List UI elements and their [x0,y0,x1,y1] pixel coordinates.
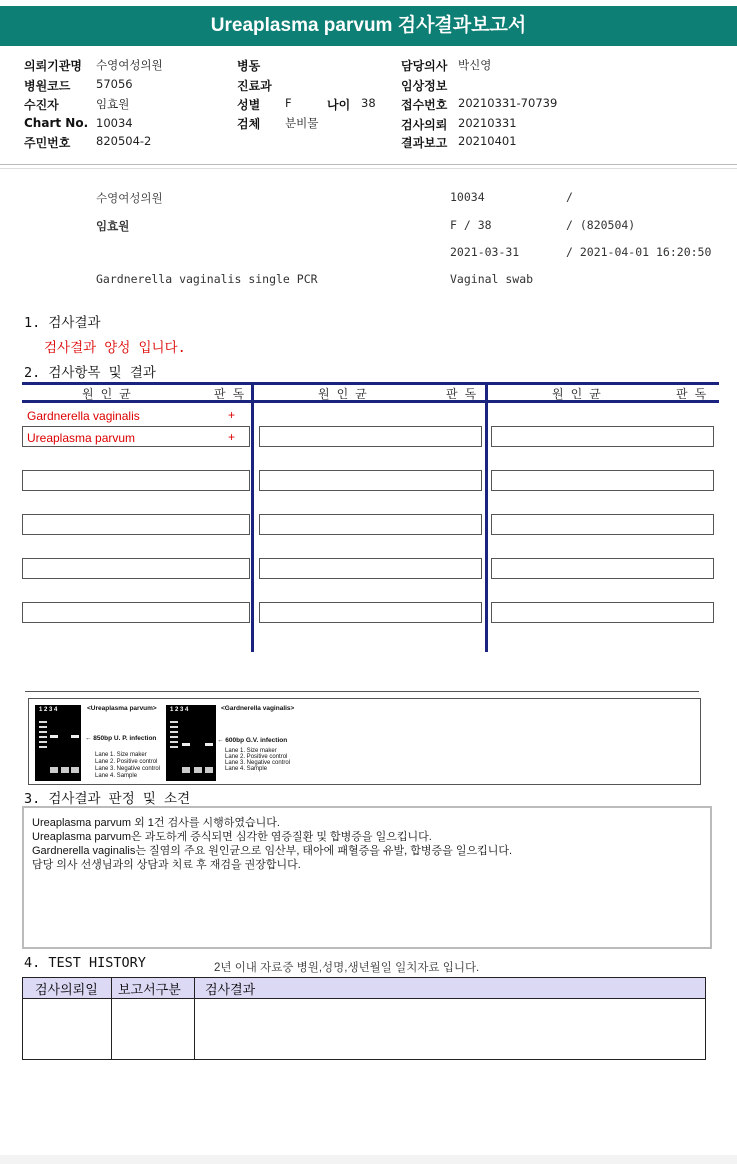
results-table-divider-2 [485,382,488,652]
report-value: 20210401 [458,134,517,148]
result-gardnerella-mark: + [228,408,236,422]
remark-line-4: 담당 의사 선생님과의 상담과 치료 후 재검을 권장합니다. [32,859,301,871]
gel-right-legend-2: Lane 2. Positive control [225,754,288,760]
summary-test: Gardnerella vaginalis single PCR [96,272,318,286]
summary-sex-age: F / 38 [450,218,492,232]
result-cell [259,426,482,447]
history-col-report-type: 보고서구분 [112,978,195,999]
gel-ureaplasma [35,705,81,781]
hospital-code-value: 57056 [96,77,133,91]
report-label: 결과보고 [401,136,448,150]
ward-label: 병동 [237,59,261,73]
gel-left-band: ← 850bp U. P. infection [85,735,157,742]
specimen-value: 분비물 [285,116,319,130]
section1-title: 1. 검사결과 [24,315,101,331]
remark-line-2: Ureaplasma parvum은 과도하게 증식되면 심각한 염증질환 및 합병증을 일으킵니다. [32,831,432,843]
doctor-label: 담당의사 [401,59,448,73]
result-cell [491,602,714,623]
receipt-no-label: 접수번호 [401,98,448,112]
result-cell [491,558,714,579]
result-ureaplasma-mark: + [228,430,236,444]
result-cell [491,514,714,535]
result-cell [22,558,250,579]
result-cell [22,602,250,623]
results-table-divider-1 [251,382,254,652]
clinical-info-label: 임상정보 [401,79,448,93]
gel-electrophoresis-image [28,698,701,785]
history-cell [23,999,112,1060]
hospital-code-label: 병원코드 [24,79,71,93]
summary-specimen: Vaginal swab [450,272,534,286]
history-note: 2년 이내 자료중 병원,성명,생년월일 일치자료 입니다. [214,962,480,974]
resident-no-label: 주민번호 [24,136,71,150]
summary-name: 임효원 [96,219,130,233]
remark-line-1: Ureaplasma parvum 외 1건 검사를 시행하였습니다. [32,817,280,829]
request-label: 검사의뢰 [401,118,448,132]
report-title: Ureaplasma parvum 검사결과보고서 [0,6,737,46]
summary-report-datetime: / 2021-04-01 16:20:50 [566,245,712,259]
result-cell [22,514,250,535]
gel-top-rule [25,691,699,692]
gel-left-legend-2: Lane 2. Positive control [95,759,158,765]
receipt-no-value: 20210331-70739 [458,96,558,110]
history-row [23,999,706,1060]
request-value: 20210331 [458,116,517,130]
gel-right-legend-3: Lane 3. Negative control [225,760,291,766]
col-judgment-2: 판독 [446,387,484,401]
col-organism-3: 원인균 [552,387,608,401]
result-cell [491,426,714,447]
summary-chart-no: 10034 [450,190,485,204]
age-value: 38 [361,96,376,110]
result-gardnerella-name: Gardnerella vaginalis [27,409,140,423]
summary-birth: / (820504) [566,218,636,232]
col-judgment-1: 판독 [214,387,252,401]
result-ureaplasma-name: Ureaplasma parvum [27,431,136,445]
gel-right-legend-1: Lane 1. Size maker [225,748,277,754]
specimen-label: 검체 [237,117,261,131]
summary-request-date: 2021-03-31 [450,245,520,259]
gel-right-title: <Gardnerella vaginalis> [221,705,295,712]
result-cell [259,514,482,535]
remark-line-3: Gardnerella vaginalis는 질염의 주요 원인균으로 임산부, 태아에 패혈증을 유발, 합병증을 일으킵니다. [32,845,513,857]
result-cell [259,602,482,623]
gel-lanes-right: 1 2 3 4 [170,707,189,713]
gel-left-legend-4: Lane 4. Sample [95,773,138,779]
clinic-label: 의뢰기관명 [24,59,82,73]
summary-slash: / [566,190,573,204]
age-label: 나이 [327,98,351,112]
gel-right-legend-4: Lane 4. Sample [225,766,268,772]
sex-value: F [285,96,292,110]
history-cell [112,999,195,1060]
gel-gardnerella [166,705,216,781]
history-cell [195,999,706,1060]
section2-title: 2. 검사항목 및 결과 [24,365,156,381]
gel-left-legend-3: Lane 3. Negative control [95,766,161,772]
gel-left-title: <Ureaplasma parvum> [87,705,157,712]
summary-clinic: 수영여성의원 [96,191,163,205]
result-cell [22,470,250,491]
header-divider-2 [0,168,737,169]
resident-no-value: 820504-2 [96,134,152,148]
section3-title: 3. 검사결과 판정 및 소견 [24,791,191,807]
gel-right-band: ← 600bp G.V. infection [217,737,288,744]
history-table [22,977,706,1060]
gel-left-legend-1: Lane 1. Size maker [95,752,147,758]
col-judgment-3: 판독 [676,387,714,401]
doctor-value: 박신영 [458,58,492,72]
col-organism-1: 원인균 [82,387,138,401]
remarks-box [22,806,712,949]
clinic-value: 수영여성의원 [96,58,163,72]
result-cell [259,558,482,579]
sex-label: 성별 [237,98,261,112]
section1-result: 검사결과 양성 입니다. [44,340,186,356]
chart-no-label: Chart No. [24,116,89,130]
patient-value: 임효원 [96,97,130,111]
history-col-result: 검사결과 [195,978,706,999]
patient-label: 수진자 [24,98,59,112]
section4-title: 4. TEST HISTORY [24,955,146,971]
result-cell [491,470,714,491]
result-cell [259,470,482,491]
chart-no-value: 10034 [96,116,133,130]
history-col-request-date: 검사의뢰일 [23,978,112,999]
gel-lanes-left: 1 2 3 4 [39,707,58,713]
col-organism-2: 원인균 [318,387,374,401]
header-divider [0,164,737,165]
department-label: 진료과 [237,79,272,93]
